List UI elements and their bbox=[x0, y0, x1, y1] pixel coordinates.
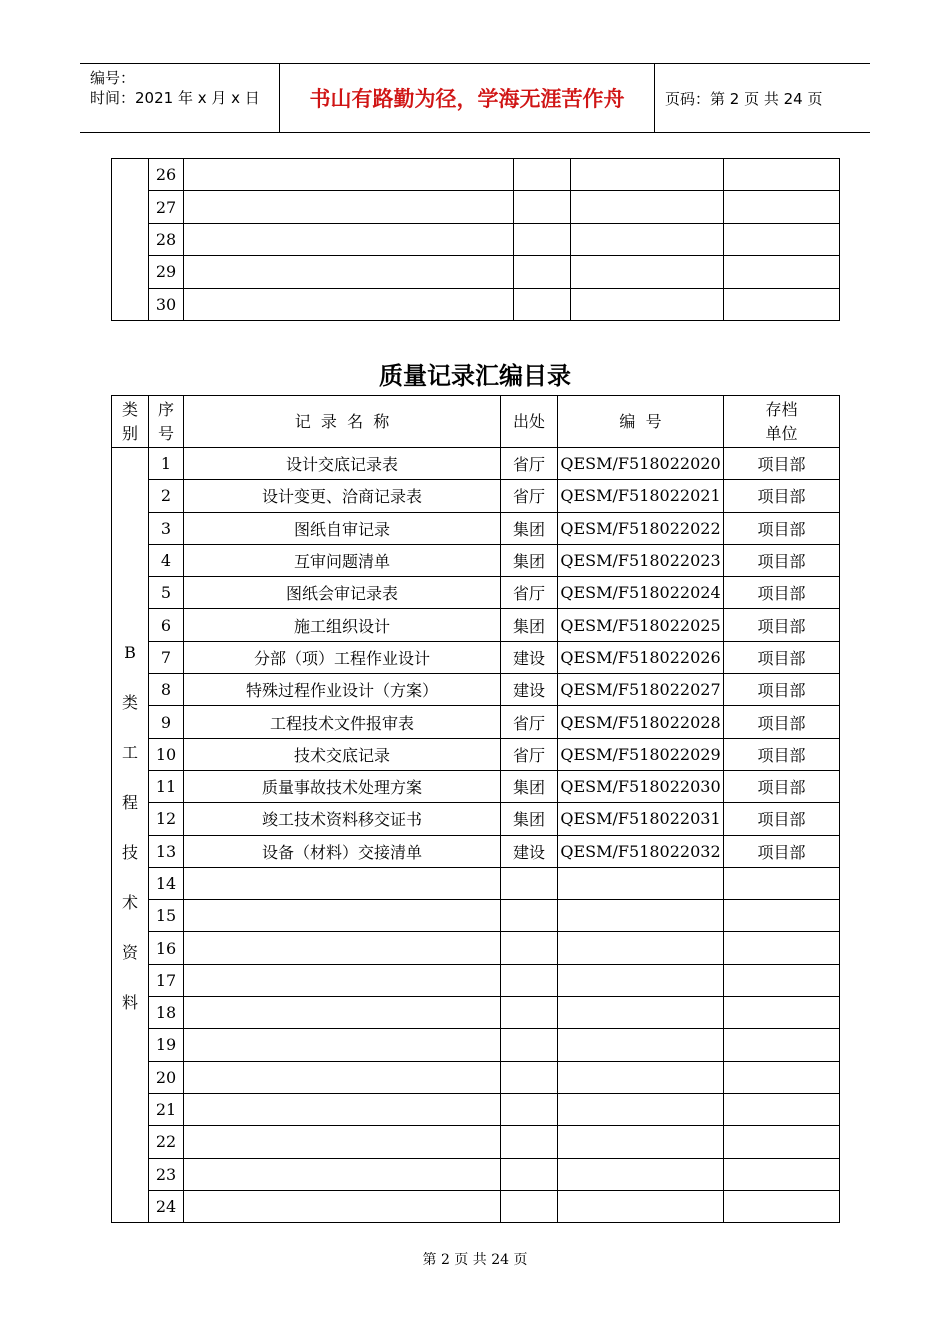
name-cell bbox=[184, 1061, 501, 1093]
source-cell bbox=[501, 932, 558, 964]
source-cell: 集团 bbox=[501, 803, 558, 835]
source-cell: 集团 bbox=[501, 609, 558, 641]
empty-cell bbox=[724, 256, 840, 288]
top-table bbox=[111, 158, 840, 321]
code-cell bbox=[558, 964, 724, 996]
source-cell: 省厅 bbox=[501, 448, 558, 480]
code-cell bbox=[558, 932, 724, 964]
table-row bbox=[112, 1029, 840, 1061]
unit-cell bbox=[724, 1029, 840, 1061]
name-cell: 质量事故技术处理方案 bbox=[184, 770, 501, 802]
code-cell bbox=[558, 1029, 724, 1061]
seq-cell: 5 bbox=[149, 577, 184, 609]
unit-cell: 项目部 bbox=[724, 512, 840, 544]
source-cell bbox=[501, 997, 558, 1029]
code-cell bbox=[558, 1190, 724, 1222]
table-row bbox=[112, 480, 840, 512]
category-cell bbox=[112, 448, 149, 1223]
source-cell: 建设 bbox=[501, 835, 558, 867]
seq-cell: 20 bbox=[149, 1061, 184, 1093]
seq-cell: 29 bbox=[149, 256, 184, 288]
source-cell bbox=[501, 1158, 558, 1190]
seq-cell: 14 bbox=[149, 867, 184, 899]
code-cell: QESM/F518022026 bbox=[558, 641, 724, 673]
unit-cell bbox=[724, 997, 840, 1029]
time-label: 时间：2021 年 x 月 x 日 bbox=[90, 89, 260, 107]
name-cell: 图纸会审记录表 bbox=[184, 577, 501, 609]
empty-cell bbox=[184, 223, 514, 255]
seq-cell: 6 bbox=[149, 609, 184, 641]
seq-cell: 17 bbox=[149, 964, 184, 996]
unit-cell bbox=[724, 1126, 840, 1158]
empty-cell bbox=[724, 159, 840, 191]
source-cell bbox=[501, 1093, 558, 1125]
source-cell: 集团 bbox=[501, 770, 558, 802]
name-cell: 设计交底记录表 bbox=[184, 448, 501, 480]
code-cell: QESM/F518022028 bbox=[558, 706, 724, 738]
code-cell: QESM/F518022020 bbox=[558, 448, 724, 480]
unit-cell: 项目部 bbox=[724, 706, 840, 738]
empty-cell bbox=[514, 223, 571, 255]
table-row bbox=[112, 900, 840, 932]
empty-cell bbox=[514, 159, 571, 191]
code-cell: QESM/F518022027 bbox=[558, 674, 724, 706]
name-cell bbox=[184, 867, 501, 899]
name-cell bbox=[184, 964, 501, 996]
col-seq: 序 号 bbox=[149, 396, 184, 448]
name-cell: 竣工技术资料移交证书 bbox=[184, 803, 501, 835]
col-code: 编 号 bbox=[558, 396, 724, 448]
table-row bbox=[112, 803, 840, 835]
seq-cell: 12 bbox=[149, 803, 184, 835]
seq-cell: 1 bbox=[149, 448, 184, 480]
name-cell bbox=[184, 900, 501, 932]
code-cell bbox=[558, 900, 724, 932]
source-cell bbox=[501, 1126, 558, 1158]
table-row bbox=[112, 544, 840, 576]
table-row bbox=[112, 997, 840, 1029]
empty-cell bbox=[184, 159, 514, 191]
empty-cell bbox=[571, 223, 724, 255]
empty-cell bbox=[184, 288, 514, 320]
source-cell: 集团 bbox=[501, 512, 558, 544]
page-header bbox=[80, 63, 870, 133]
unit-cell: 项目部 bbox=[724, 738, 840, 770]
table-row bbox=[112, 835, 840, 867]
seq-cell: 4 bbox=[149, 544, 184, 576]
source-cell: 省厅 bbox=[501, 738, 558, 770]
table-row bbox=[112, 867, 840, 899]
name-cell bbox=[184, 932, 501, 964]
source-cell: 省厅 bbox=[501, 577, 558, 609]
unit-cell bbox=[724, 1190, 840, 1222]
unit-cell bbox=[724, 1093, 840, 1125]
empty-cell bbox=[571, 159, 724, 191]
records-table bbox=[111, 395, 840, 1223]
unit-cell bbox=[724, 964, 840, 996]
col-name: 记 录 名 称 bbox=[184, 396, 501, 448]
table-row bbox=[112, 1158, 840, 1190]
unit-cell: 项目部 bbox=[724, 641, 840, 673]
col-category: 类 别 bbox=[112, 396, 149, 448]
page-footer: 第 2 页 共 24 页 bbox=[422, 1252, 528, 1268]
empty-cell bbox=[571, 288, 724, 320]
source-cell bbox=[501, 1190, 558, 1222]
col-source: 出处 bbox=[501, 396, 558, 448]
code-cell bbox=[558, 1061, 724, 1093]
unit-cell: 项目部 bbox=[724, 609, 840, 641]
table-row bbox=[112, 448, 840, 480]
unit-cell: 项目部 bbox=[724, 803, 840, 835]
seq-cell: 23 bbox=[149, 1158, 184, 1190]
code-cell: QESM/F518022032 bbox=[558, 835, 724, 867]
table-row bbox=[112, 512, 840, 544]
table-row bbox=[112, 288, 840, 320]
empty-cell bbox=[571, 191, 724, 223]
unit-cell: 项目部 bbox=[724, 544, 840, 576]
unit-cell: 项目部 bbox=[724, 674, 840, 706]
seq-cell: 15 bbox=[149, 900, 184, 932]
seq-cell: 10 bbox=[149, 738, 184, 770]
unit-cell: 项目部 bbox=[724, 835, 840, 867]
seq-cell: 18 bbox=[149, 997, 184, 1029]
code-cell: QESM/F518022030 bbox=[558, 770, 724, 802]
seq-cell: 2 bbox=[149, 480, 184, 512]
header-meta bbox=[80, 64, 280, 132]
code-cell: QESM/F518022022 bbox=[558, 512, 724, 544]
code-cell bbox=[558, 1126, 724, 1158]
seq-cell: 8 bbox=[149, 674, 184, 706]
empty-cell bbox=[184, 191, 514, 223]
header-motto: 书山有路勤为径，学海无涯苦作舟 bbox=[280, 64, 655, 132]
name-cell: 技术交底记录 bbox=[184, 738, 501, 770]
table-row bbox=[112, 932, 840, 964]
table-row bbox=[112, 256, 840, 288]
source-cell: 建设 bbox=[501, 641, 558, 673]
code-cell bbox=[558, 1093, 724, 1125]
table-row bbox=[112, 1093, 840, 1125]
unit-cell bbox=[724, 867, 840, 899]
seq-cell: 16 bbox=[149, 932, 184, 964]
table-row bbox=[112, 738, 840, 770]
empty-cell bbox=[724, 223, 840, 255]
page-title: 质量记录汇编目录 bbox=[379, 361, 571, 390]
name-cell: 分部（项）工程作业设计 bbox=[184, 641, 501, 673]
unit-cell bbox=[724, 932, 840, 964]
source-cell bbox=[501, 1061, 558, 1093]
code-cell: QESM/F518022024 bbox=[558, 577, 724, 609]
source-cell bbox=[501, 964, 558, 996]
source-cell bbox=[501, 1029, 558, 1061]
source-cell: 建设 bbox=[501, 674, 558, 706]
empty-cell bbox=[724, 191, 840, 223]
seq-cell: 7 bbox=[149, 641, 184, 673]
unit-cell: 项目部 bbox=[724, 770, 840, 802]
code-cell: QESM/F518022023 bbox=[558, 544, 724, 576]
seq-cell: 21 bbox=[149, 1093, 184, 1125]
name-cell: 互审问题清单 bbox=[184, 544, 501, 576]
code-cell: QESM/F518022021 bbox=[558, 480, 724, 512]
source-cell: 省厅 bbox=[501, 480, 558, 512]
name-cell bbox=[184, 997, 501, 1029]
table-row bbox=[112, 1126, 840, 1158]
empty-cell bbox=[514, 191, 571, 223]
name-cell: 施工组织设计 bbox=[184, 609, 501, 641]
code-cell bbox=[558, 867, 724, 899]
name-cell: 工程技术文件报审表 bbox=[184, 706, 501, 738]
source-cell bbox=[501, 900, 558, 932]
unit-cell: 项目部 bbox=[724, 480, 840, 512]
table-row bbox=[112, 1190, 840, 1222]
name-cell bbox=[184, 1029, 501, 1061]
seq-cell: 30 bbox=[149, 288, 184, 320]
table-row bbox=[112, 674, 840, 706]
unit-cell: 项目部 bbox=[724, 448, 840, 480]
category-cell bbox=[112, 159, 149, 321]
source-cell bbox=[501, 867, 558, 899]
code-label: 编号： bbox=[90, 69, 136, 87]
category-text: B 类 工 程 技 术 资 料 bbox=[122, 643, 139, 1012]
table-row bbox=[112, 223, 840, 255]
table-row bbox=[112, 964, 840, 996]
unit-cell: 项目部 bbox=[724, 577, 840, 609]
table-row bbox=[112, 1061, 840, 1093]
unit-cell bbox=[724, 900, 840, 932]
empty-cell bbox=[514, 288, 571, 320]
unit-cell bbox=[724, 1061, 840, 1093]
table-row bbox=[112, 641, 840, 673]
name-cell bbox=[184, 1093, 501, 1125]
source-cell: 集团 bbox=[501, 544, 558, 576]
empty-cell bbox=[514, 256, 571, 288]
name-cell bbox=[184, 1158, 501, 1190]
name-cell: 设计变更、洽商记录表 bbox=[184, 480, 501, 512]
seq-cell: 13 bbox=[149, 835, 184, 867]
code-cell: QESM/F518022031 bbox=[558, 803, 724, 835]
seq-cell: 27 bbox=[149, 191, 184, 223]
seq-cell: 24 bbox=[149, 1190, 184, 1222]
code-cell bbox=[558, 997, 724, 1029]
table-row bbox=[112, 770, 840, 802]
name-cell bbox=[184, 1190, 501, 1222]
code-cell: QESM/F518022025 bbox=[558, 609, 724, 641]
seq-cell: 19 bbox=[149, 1029, 184, 1061]
seq-cell: 28 bbox=[149, 223, 184, 255]
seq-cell: 11 bbox=[149, 770, 184, 802]
seq-cell: 9 bbox=[149, 706, 184, 738]
table-row bbox=[112, 577, 840, 609]
code-cell bbox=[558, 1158, 724, 1190]
seq-cell: 26 bbox=[149, 159, 184, 191]
name-cell: 特殊过程作业设计（方案） bbox=[184, 674, 501, 706]
empty-cell bbox=[571, 256, 724, 288]
name-cell bbox=[184, 1126, 501, 1158]
col-archive: 存档 单位 bbox=[724, 396, 840, 448]
table-row bbox=[112, 159, 840, 191]
empty-cell bbox=[724, 288, 840, 320]
source-cell: 省厅 bbox=[501, 706, 558, 738]
seq-cell: 3 bbox=[149, 512, 184, 544]
name-cell: 图纸自审记录 bbox=[184, 512, 501, 544]
empty-cell bbox=[184, 256, 514, 288]
table-row bbox=[112, 706, 840, 738]
table-header-row bbox=[112, 396, 840, 448]
table-row bbox=[112, 191, 840, 223]
code-cell: QESM/F518022029 bbox=[558, 738, 724, 770]
table-row bbox=[112, 609, 840, 641]
name-cell: 设备（材料）交接清单 bbox=[184, 835, 501, 867]
header-page-label: 页码：第 2 页 共 24 页 bbox=[665, 89, 823, 108]
seq-cell: 22 bbox=[149, 1126, 184, 1158]
unit-cell bbox=[724, 1158, 840, 1190]
